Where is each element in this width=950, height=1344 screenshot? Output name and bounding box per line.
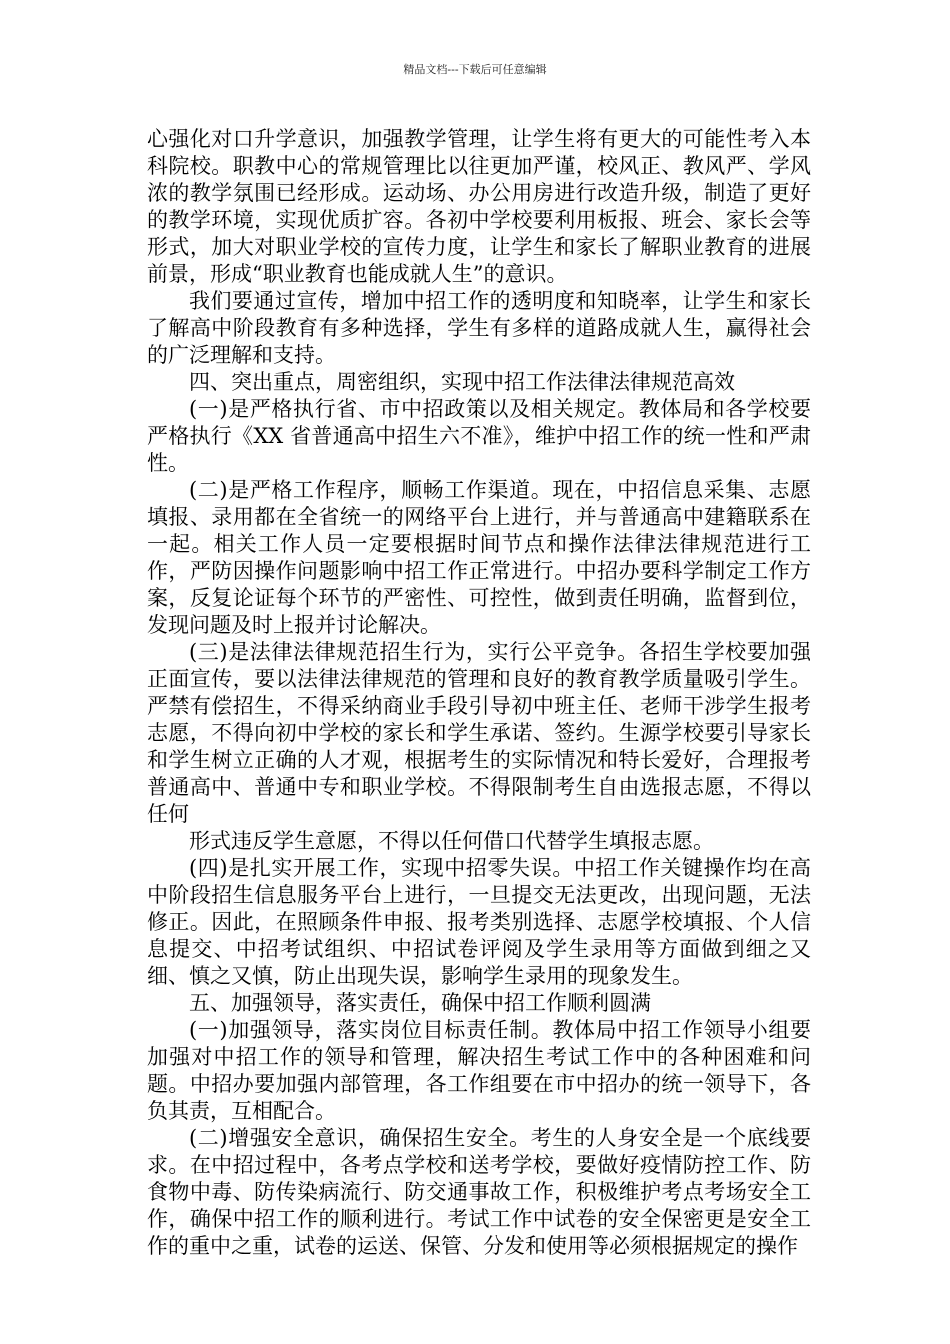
paragraph: (一)是严格执行省、市中招政策以及相关规定。教体局和各学校要严格执行《XX 省普通高中招生六不准》，维护中招工作的统一性和严肃性。	[147, 397, 811, 475]
section-heading: 五、加强领导，落实责任，确保中招工作顺利圆满	[189, 991, 651, 1015]
paragraph: 形式违反学生意愿，不得以任何借口代替学生填报志愿。	[189, 829, 714, 853]
paragraph: (二)增强安全意识，确保招生安全。考生的人身安全是一个底线要求。在中招过程中，各考点学校和送考学校，要做好疫情防控工作、防食物中毒、防传染病流行、防交通事故工作，积极维护考点考场安全工作，确保中招工作的顺利进行。考试工作中试卷的安全保密更是安全工作的重中之重，试卷的运送、保管、分发和使用等必须根据规定的操作	[147, 1126, 811, 1258]
section-heading: 四、突出重点，周密组织，实现中招工作法律法律规范高效	[189, 370, 735, 394]
paragraph: (一)加强领导，落实岗位目标责任制。教体局中招工作领导小组要加强对中招工作的领导和管理，解决招生考试工作中的各种困难和问题。中招办要加强内部管理，各工作组要在市中招办的统一领导下，各负其责，互相配合。	[147, 1018, 811, 1123]
paragraph: (四)是扎实开展工作，实现中招零失误。中招工作关键操作均在高中阶段招生信息服务平台上进行，一旦提交无法更改，出现问题，无法修正。因此，在照顾条件申报、报考类别选择、志愿学校填报、个人信息提交、中招考试组织、中招试卷评阅及学生录用等方面做到细之又细、慎之又慎，防止出现失误，影响学生录用的现象发生。	[147, 856, 811, 988]
paragraph: 心强化对口升学意识，加强教学管理，让学生将有更大的可能性考入本科院校。职教中心的常规管理比以往更加严谨，校风正、教风严、学风浓的教学氛围已经形成。运动场、办公用房进行改造升级，制造了更好的教学环境，实现优质扩容。各初中学校要利用板报、班会、家长会等形式，加大对职业学校的宣传力度，让学生和家长了解职业教育的进展前景，形成“职业教育也能成就人生”的意识。	[147, 127, 811, 286]
paragraph: 我们要通过宣传，增加中招工作的透明度和知晓率，让学生和家长了解高中阶段教育有多种选择，学生有多样的道路成就人生，赢得社会的广泛理解和支持。	[147, 289, 811, 367]
paragraph: (二)是严格工作程序，顺畅工作渠道。现在，中招信息采集、志愿填报、录用都在全省统一的网络平台上进行，并与普通高中建籍联系在一起。相关工作人员一定要根据时间节点和操作法律法律规范进行工作，严防因操作问题影响中招工作正常进行。中招办要科学制定工作方案，反复论证每个环节的严密性、可控性，做到责任明确，监督到位，发现问题及时上报并讨论解决。	[147, 478, 811, 637]
page-header: 精品文档---下载后可任意编辑	[403, 63, 547, 76]
paragraph: (三)是法律法律规范招生行为，实行公平竞争。各招生学校要加强正面宣传，要以法律法律规范的管理和良好的教育教学质量吸引学生。严禁有偿招生，不得采纳商业手段引导初中班主任、老师干涉学生报考志愿，不得向初中学校的家长和学生承诺、签约。生源学校要引导家长和学生树立正确的人才观，根据考生的实际情况和特长爱好，合理报考普通高中、普通中专和职业学校。不得限制考生自由选报志愿，不得以任何	[147, 640, 811, 826]
document-body	[147, 126, 811, 1260]
